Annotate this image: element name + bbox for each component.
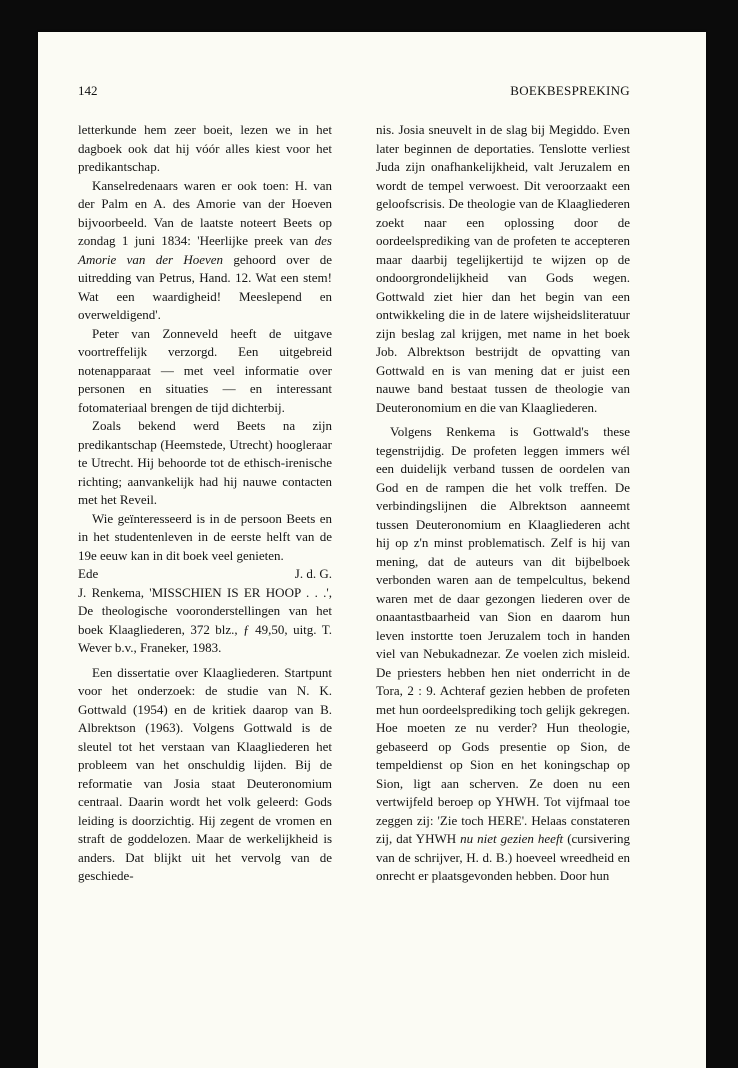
page-number: 142 [78, 83, 98, 98]
left-column [78, 121, 332, 886]
paragraph: Volgens Renkema is Gottwald's these tegenstrijdig. De profeten leggen immers wél een duidelijk verband tussen de oordelen van God en de rampen die het volk treffen. De verbindingslijnen die Albrektson aanneemt tussen Deuteronomium en Klaagliederen acht hij op z'n minst problematisch. Zelf is hij van mening, dat de auteurs van dit bijbelboek verbonden waren aan de tempelcultus, bekend waren met de daar gezongen liederen over de onaantastbaarheid van Sion en daarom hun leven instortte toen Jeruzalem toch in handen viel van Nebukadnezar. Ze voelen zich misleid. De priesters hebben hen niet onderricht in de Tora, 2 : 9. Achteraf gezien hebben de profeten met hun oordeelsprediking toch gelijk gekregen. Hoe moeten ze nu verder? Hun theologie, gebaseerd op Gods presentie op Sion, de tempeldienst op Sion en het koningschap op Sion, ligt aan scherven. Ze doen nu een vertwijfeld beroep op YHWH. Tot vijfmaal toe zeggen zij: 'Zie toch HERE'. Helaas constateren zij, dat YHWH nu niet gezien heeft (cursivering van de schrijver, H. d. B.) hoeveel wreedheid en onrecht er plaatsgevonden hebben. Door hun [376, 424, 631, 883]
running-title: BOEKBESPREKING [510, 83, 630, 98]
paragraph: Zoals bekend werd Beets na zijn predikantschap (Heemstede, Utrecht) hoogleraar te Utrecht. Hij behoorde tot de ethisch-irenische richting; aanvankelijk had hij nauwe contacten met het Reveil. [78, 418, 332, 507]
paragraph: Wie geïnteresseerd is in de persoon Beets en in het studentenleven in de eerste helft van de 19e eeuw kan in dit boek veel genieten. [78, 510, 332, 563]
signature-initials: J. d. G. [294, 566, 332, 581]
paragraph: letterkunde hem zeer boeit, lezen we in het dagboek ook dat hij vóór alles kiest voor het predikantschap. [78, 122, 332, 174]
paragraph: nis. Josia sneuvelt in de slag bij Megiddo. Even later beginnen de deportaties. Tenslotte verliest Juda zijn onafhankelijkheid, valt Jeruzalem en wordt de tempel verwoest. Dit veroorzaakt een geloofscrisis. De theologie van de Klaagliederen zoekt naar een oplossing door de oordeelsprediking van de profeten te accepteren maar daarbij tegelijkertijd te wijzen op de ondoorgrondelijkheid van Gods wegen. Gottwald ziet hier dan het begin van een ontwikkeling die in de latere wijsheidsliteratuur zijn beslag zal krijgen, met name in het boek Job. Albrektson bestrijdt de opvatting van Gottwald en is van mening dat er juist een nauwe band bestaat tussen de theologie van Deuteronomium en die van Klaagliederen. [376, 122, 630, 415]
paragraph: Peter van Zonneveld heeft de uitgave voortreffelijk verzorgd. Een uitgebreid notenapparaat — met veel informatie over personen en situaties — en interessant fotomateriaal brengen de tijd dichterbij. [78, 325, 332, 415]
book-reference: J. Renkema, 'MISSCHIEN IS ER HOOP . . .', De theologische vooronderstellingen van het boek Klaagliederen, 372 blz., ƒ 49,50, uitg. T. Wever b.v., Franeker, 1983. [78, 584, 332, 655]
paragraph: Een dissertatie over Klaagliederen. Startpunt voor het onderzoek: de studie van N. K. Gottwald (1954) en de kritiek daarop van B. Albrektson (1963). Volgens Gottwald is de sleutel tot het verstaan van Klaagliederen het probleem van het onschuldig lijden. Bij de reformatie van Josia staat Deuteronomium centraal. Daarin wordt het volk geleerd: Gods leiding is doorzichtig. Hij zegent de vromen en straft de goddelozen. Maar de werkelijkheid is anders. Dat blijkt uit het vervolg van de geschiede- [78, 664, 332, 883]
paragraph: Kanselredenaars waren er ook toen: H. van der Palm en A. des Amorie van der Hoeven bijvoorbeeld. Van de laatste noteert Beets op zondag 1 juni 1834: 'Heerlijke preek van des Amorie van der Hoeven gehoord over de uitredding van Petrus, Hand. 12. Wat een stem! Wat een waardigheid! Meeslepend en overweldigend'. [78, 177, 332, 322]
reviewer-signature [78, 565, 332, 584]
right-column [376, 121, 630, 886]
signature-place: Ede [78, 566, 99, 581]
